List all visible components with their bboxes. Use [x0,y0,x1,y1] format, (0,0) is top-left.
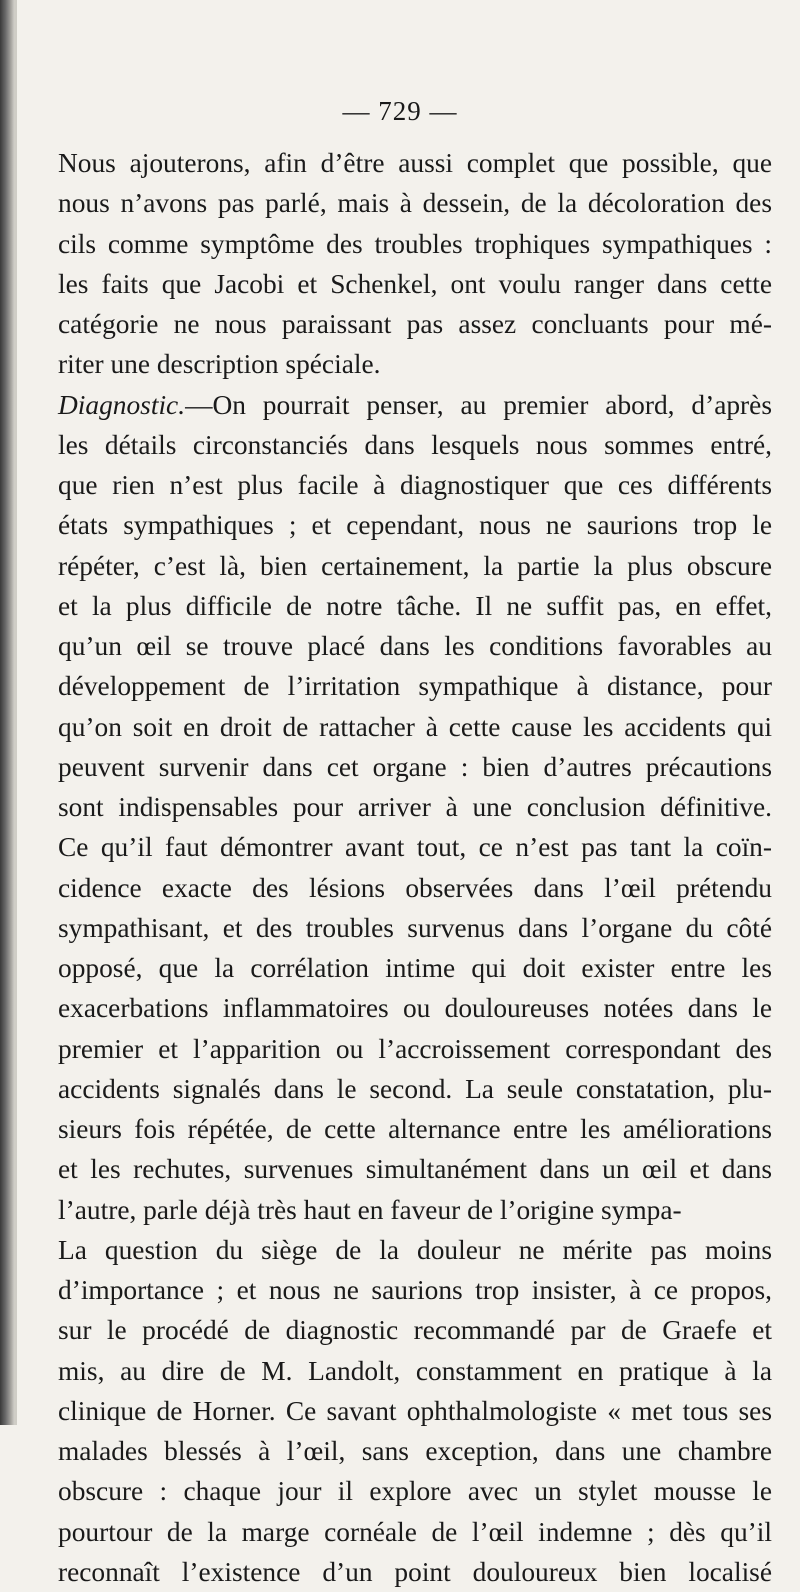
text-line: Nous ajouterons, afin d’être aussi complet que possible, que [58,148,772,178]
paragraph [58,143,772,385]
text-line: pourtour de la marge cornéale de l’œil indemne ; dès qu’il [58,1516,772,1547]
text-line: sieurs fois répétée, de cette alternance entre les améliorations [58,1114,772,1144]
text-line: peuvent survenir dans cet organe : bien d’autres précautions [58,751,772,782]
text-line [58,385,772,425]
text-line: cidence exacte des lésions observées dans l’œil prétendu [58,872,772,903]
text-line: et les rechutes, survenues simultanément dans un œil et dans [58,1154,772,1185]
paragraph [58,1230,772,1592]
text-line: développement de l’irritation sympathique à distance, pour [58,671,772,702]
text-line: les faits que Jacobi et Schenkel, ont voulu ranger dans cette [58,268,772,299]
heading-line-rest: —On pourrait penser, au premier abord, d’après [185,389,772,420]
text-line: d’importance ; et nous ne saurions trop insister, à ce propos, [58,1275,772,1305]
text-line: répéter, c’est là, bien certainement, la partie la plus obscure [58,550,772,581]
page-edge [14,0,17,1425]
page-number: — 729 — [342,96,458,126]
text-line: catégorie ne nous paraissant pas assez concluants pour mé- [58,309,772,339]
text-line: riter une description spéciale. [58,349,381,380]
text-line: sont indispensables pour arriver à une conclusion définitive. [58,792,772,822]
text-line: opposé, que la corrélation intime qui doit exister entre les [58,953,772,983]
text-line: que rien n’est plus facile à diagnostiquer que ces différents [58,470,772,500]
text-line: reconnaît l’existence d’un point douloureux bien localisé [58,1556,772,1587]
text-line: l’autre, parle déjà très haut en faveur de l’origine sympa- [58,1194,682,1225]
text-line: qu’un œil se trouve placé dans les conditions favorables au [58,631,772,661]
text-line: cils comme symptôme des troubles trophiques sympathiques : [58,228,772,259]
text-line: nous n’avons pas parlé, mais à dessein, de la décoloration des [58,188,772,219]
text-line: les détails circonstanciés dans lesquels nous sommes entré, [58,429,772,460]
text-line: clinique de Horner. Ce savant ophthalmologiste « met tous ses [58,1395,772,1426]
text-line: mis, au dire de M. Landolt, constamment en pratique à la [58,1355,772,1386]
text-line: sympathisant, et des troubles survenus dans l’organe du côté [58,912,772,943]
text-line: et la plus difficile de notre tâche. Il ne suffit pas, en effet, [58,590,772,621]
text-line: La question du siège de la douleur ne mérite pas moins [58,1234,772,1265]
text-line: obscure : chaque jour il explore avec un stylet mousse le [58,1476,772,1507]
text-line: exacerbations inflammatoires ou douloureuses notées dans le [58,993,772,1024]
section-heading: Diagnostic. [58,389,186,420]
text-line: qu’on soit en droit de rattacher à cette cause les accidents qui [58,711,772,742]
paragraph [58,385,772,1230]
text-line: malades blessés à l’œil, sans exception, dans une chambre [58,1436,772,1466]
text-line: Ce qu’il faut démontrer avant tout, ce n’est pas tant la coïn- [58,832,772,863]
text-line: premier et l’apparition ou l’accroissement correspondant des [58,1033,772,1064]
text-line: accidents signalés dans le second. La seule constatation, plu- [58,1073,772,1104]
text-line: états sympathiques ; et cependant, nous ne saurions trop le [58,510,772,541]
text-line: sur le procédé de diagnostic recommandé par de Graefe et [58,1315,772,1346]
page-body [58,143,772,1592]
